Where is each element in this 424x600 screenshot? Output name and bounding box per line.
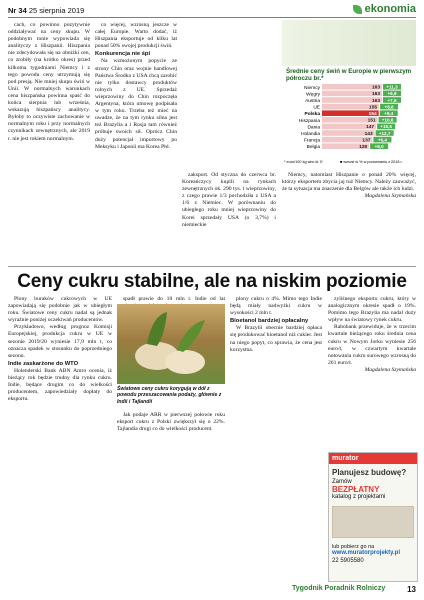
value-label: 163 [371, 98, 380, 104]
article-col-2-top [117, 296, 225, 304]
author-signature: Magdalena Szymańska [364, 366, 416, 373]
issue-number: Nr 34 [8, 6, 27, 15]
value-label: 128 [359, 145, 368, 150]
value-label: 163 [371, 92, 380, 98]
leaf-icon [353, 5, 362, 14]
chart-title: Średnie ceny świń w Europie w pierwszym półroczu br.* [286, 68, 412, 82]
ad-title: Planujesz budowę? [332, 468, 407, 477]
category-label: Hiszpania [298, 118, 320, 124]
paragraph: zyliśnego eksportu cukru, który w analogicznym okresie spadł o 19%. Pomimo tego Brazylia ma nadal duży wpływ na światowy rynek cukru. [328, 296, 416, 324]
ad-brand: murator [329, 453, 417, 464]
ad-line1: Zamów [332, 479, 352, 485]
value-label: 151 [367, 118, 376, 124]
price-bar-chart [282, 83, 416, 169]
ad-url[interactable]: www.muratorprojekty.pl [332, 550, 401, 556]
publication-brand: Tygodnik Poradnik Rolniczy [292, 585, 386, 592]
category-label: Francja [304, 138, 320, 144]
category-label: UE [313, 105, 320, 111]
change-label: +8,0 [374, 144, 384, 149]
change-label: +8,6 [384, 104, 394, 110]
paragraph: spadł prawie do 10 mln t. Indie od lat [123, 296, 225, 302]
chart-legend: ■ wzrost w % w porównaniu z 2018 r. [340, 160, 403, 164]
subheading: Konkurencja nie śpi [95, 51, 151, 58]
header-rule [8, 17, 416, 18]
value-label: 154 [368, 112, 377, 117]
value-label: 137 [362, 138, 371, 144]
beet-illustration [117, 304, 225, 384]
value-label: 147 [366, 125, 375, 131]
paragraph: Plony buraków cukrowych w UE zapowiadają się podobnie jak w ubiegłym roku. Światowe ceny cukru nadal są jednak wyraźnie poniżej oczekiwań producentów. [8, 296, 112, 324]
change-label: +15,5 [380, 124, 392, 130]
catalog-image [332, 506, 414, 538]
paragraph: Holenderski Bank ABN Amro ocenia, iż bieżący rok będzie trudny dla rynku cukru. Indie, będące drugim co do wielkości producentem, zapowiedziały dopłaty do eksportu. [8, 367, 112, 403]
ad-line2: BEZPŁATNY [332, 485, 380, 494]
ad-phone: 22 5905580 [332, 558, 364, 564]
paragraph: Rabobank przewiduje, że w trzecim kwartale bieżącego roku średnia cena cukru w Nowym Jorku wyniesie 256 euro/t, w czwartym kwartale notowania cukru surowego wzrosną do 261 euro/t. [328, 324, 416, 366]
value-label: 163 [371, 85, 380, 91]
subheading: Bioetanol bardziej opłacalny [230, 318, 309, 325]
section-divider [8, 266, 416, 267]
change-label: +12,7 [378, 130, 391, 136]
author-signature: Magdalena Szymańska [364, 193, 416, 200]
section-label [353, 3, 416, 15]
category-label: Polska [304, 112, 320, 118]
change-label: +11,3 [386, 84, 398, 90]
category-label: Austria [305, 99, 320, 104]
article-col-4 [282, 172, 416, 262]
category-label: Holandia [301, 132, 320, 137]
article-col-1 [8, 22, 90, 262]
article-title: Ceny cukru stabilne, ale na niskim poziomie [17, 271, 407, 292]
article-col-1 [8, 296, 112, 581]
subheading: Indie zaskarżone do WTO [8, 360, 79, 367]
section-name: ekonomia [364, 3, 416, 15]
article-col-2-bottom [117, 412, 225, 580]
value-label: 143 [364, 131, 373, 137]
paragraph: cach, co powinno pozytywnie oddziaływać na ceny skupu. W podobnym tonie wypowiada się analityczy z Hiszpanii. Hiszpania nie zdecydowała się na obniżki cen, co zrobiły (na krótko okres) przed kilkoma tygodniami Niemcy i z tego powodu ceny utrzymują się pod presją. Nie mniej skupu świń w Unii. W normalnych warunkach cena hiszpańska powinna spaść do końca sierpnia lub września, wskazują hiszpańscy analitycy. Byłoby to oczywiste zachowanie w normalnym roku i przy normalnych czynnikach zewnętrznych, ale 2019 r. nie jest rokiem normalnym. [8, 22, 90, 142]
chart-photo [282, 20, 416, 66]
paragraph: Niemcy, natomiast Hiszpanie o ponad 20% więcej, którzy eksportem zbycia jaj tuż Niemcy. Należy zauważyć, że ta sytuacja ma znaczenie dla Belgów ale także ich ludzi. [282, 172, 416, 193]
paragraph: zaksport. Od styczna do czerwca br. Koreańczycy kupili na rynkach zewnętrznych ok. 290 tys. t wieprzowiny, z czego prawie 1/3 pochodziła z USA a 1/6 z Niemiec. W porównaniu do ubiegłego roku mniej wieprzowiny do Korei sprzedały USA (o 3,7%) i niemieckie [182, 172, 276, 228]
paragraph: plony cukru o 4%. Mimo tego Indie będą miały nadwyżki cukru w wysokości 2 mln t. [230, 296, 322, 317]
page-number: 13 [407, 585, 416, 594]
change-label: +10,6 [381, 117, 394, 123]
change-label: +6,8 [387, 91, 397, 97]
category-label: Węgry [306, 92, 320, 98]
paragraph: co więcej, wzrosną jeszcze w całej Europie. Warto dodać, iż Hiszpania eksportuje od kilku lat ponad 50% swojej produkcji świń. [95, 22, 177, 50]
page-header [8, 6, 84, 15]
issue-date: 25 sierpnia 2019 [28, 6, 85, 15]
sugar-beet-photo [117, 304, 225, 384]
paragraph: Przykładowo, według prognoz Komisji Europejskiej, produkcja cukru w UE w sezonie 2019/20 wyniesie 17,9 mln t, co oznacza spadek w stosunku do poprzedniego sezonu. [8, 324, 112, 359]
value-label: 155 [369, 105, 378, 111]
article-col-2 [95, 22, 177, 262]
paragraph: W Brazylii obecnie bardziej opłaca się produkować bioetanol niż cukier. Jest na niego popyt, co sprawia, że cena jest korzystna. [230, 325, 322, 353]
advertisement[interactable] [328, 452, 418, 582]
ad-cta: lub pobierz go na [332, 544, 375, 550]
photo-caption: Światowe ceny cukru korygują w dół z powodu przeszacowania podaży, głównie z Indii i Tajlandii [117, 386, 222, 405]
paragraph: Jak podaje ARR w pierwszej połowie roku eksport cukru z Polski zwiększył się o 22%. Tajlandia drugi co do wielkości producent. [117, 412, 225, 433]
change-label: +7,6 [387, 97, 397, 103]
article-col-3 [182, 172, 276, 262]
paragraph: Na wzmożonym popycie ze strony Chin oraz wojnie handlowej Państwa Środka z USA chcą zarobić nie tylko dostawcy produktów rolnych z UE. Sprzedaż wieprzowiny do Chin rozpoczęła Argentyna, która umowę podpisała w tym roku. Trzeba też mieć na uwadze, że na tym rynku silna jest też Brazylia a i Rosja tam również próbuje swoich sił. Oprócz Chin duży potencjał importowy po Meksyku i Japonii ma Korea Płd. [95, 58, 177, 150]
category-label: Niemcy [304, 85, 320, 91]
ad-line3: katalog z projektami [332, 494, 386, 500]
chart-note: * euro/100 kg wbc kl. E [284, 160, 323, 164]
change-label: +6,4 [377, 137, 387, 143]
category-label: Dania [307, 125, 320, 131]
category-label: Belgia [306, 145, 320, 151]
chart [282, 83, 416, 169]
change-label: +9,4 [384, 111, 394, 116]
article-col-3 [230, 296, 322, 581]
article-col-4 [328, 296, 416, 450]
